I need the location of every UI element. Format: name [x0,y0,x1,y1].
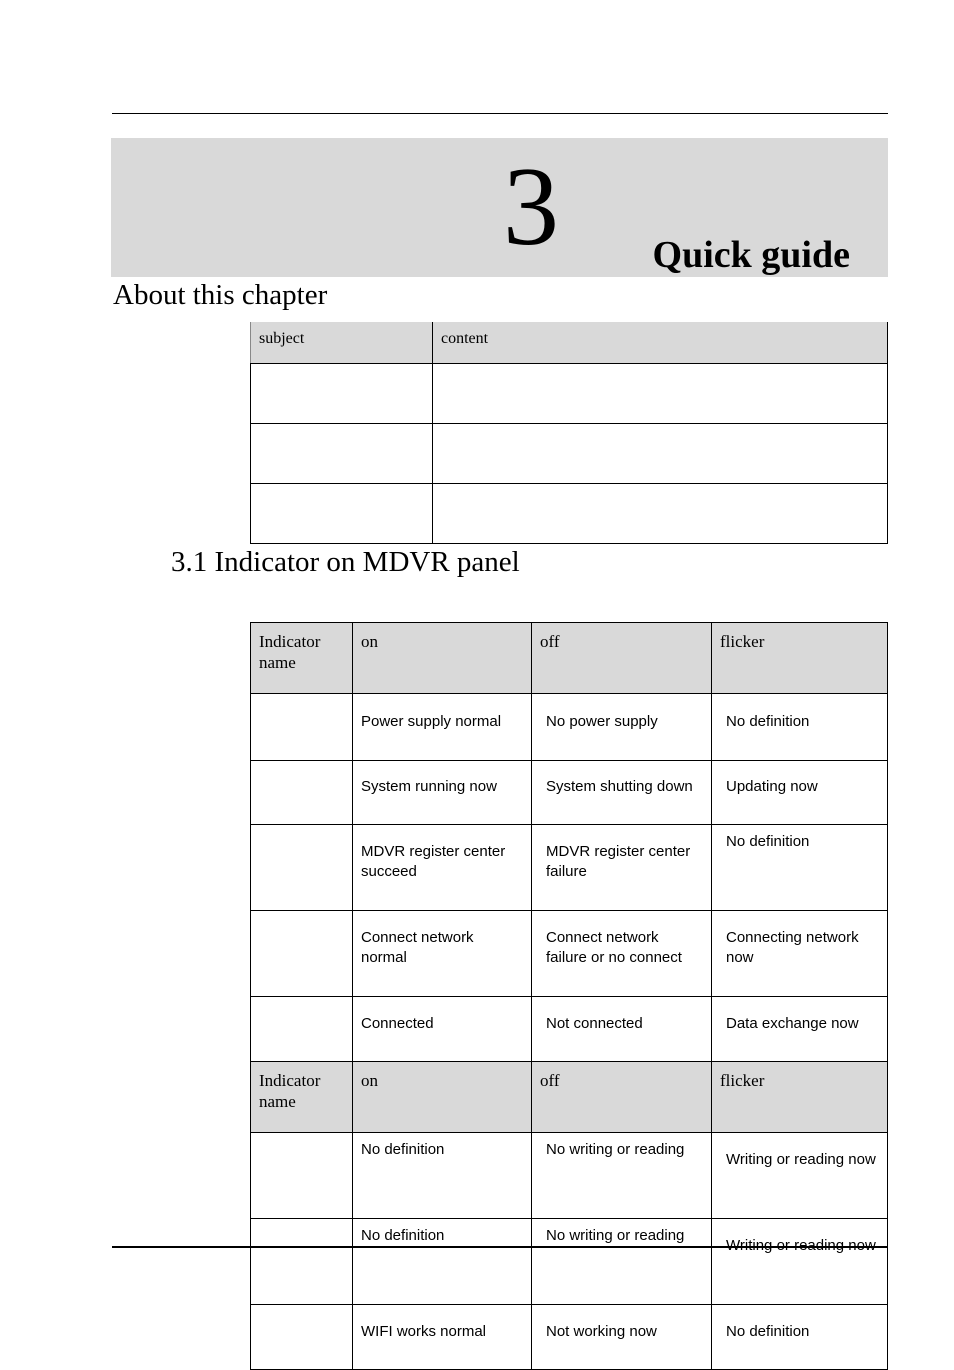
section-heading: 3.1 Indicator on MDVR panel [171,546,520,578]
table-cell: No definition [712,825,888,911]
about-heading: About this chapter [113,279,328,311]
indicator-table [250,622,888,1370]
header-rule [112,113,888,114]
table-row [251,1219,888,1305]
column-header: subject [251,322,433,364]
table-row [251,484,888,544]
table-cell: Writing or reading now [712,1133,888,1219]
table-cell: Data exchange now [712,997,888,1062]
column-header: content [433,322,888,364]
table-cell [251,761,353,825]
table-row [251,911,888,997]
footer-rule [112,1246,888,1248]
table-cell [712,1219,888,1305]
column-header: off [532,623,712,694]
table-cell [251,1305,353,1370]
table-cell: Connecting network now [712,911,888,997]
table-cell: Not connected [532,997,712,1062]
table-cell [251,1219,353,1305]
table-cell [251,484,433,544]
table-row [251,825,888,911]
table-cell: WIFI works normal [353,1305,532,1370]
table-row [251,997,888,1062]
table-cell: Not working now [532,1305,712,1370]
table-cell: Connect network normal [353,911,532,997]
table-cell: System running now [353,761,532,825]
table-cell [251,694,353,761]
table-row [251,761,888,825]
table-cell: MDVR register center failure [532,825,712,911]
table-cell: No definition [353,1219,532,1305]
table-row [251,364,888,424]
column-header: flicker [712,623,888,694]
table-cell: No writing or reading [532,1219,712,1305]
table-cell: MDVR register center succeed [353,825,532,911]
table-cell [251,997,353,1062]
table-cell [251,825,353,911]
table-cell: System shutting down [532,761,712,825]
about-table-header [251,322,888,364]
table-cell [251,911,353,997]
table-row [251,424,888,484]
table-cell: Connected [353,997,532,1062]
table-cell [251,1133,353,1219]
chapter-number: 3 [503,145,559,269]
table-cell: No definition [712,694,888,761]
column-header: on [353,1062,532,1133]
table-row [251,694,888,761]
table-cell [433,484,888,544]
table-cell: No writing or reading [532,1133,712,1219]
column-header: flicker [712,1062,888,1133]
column-header: on [353,623,532,694]
table-cell: No power supply [532,694,712,761]
column-header: off [532,1062,712,1133]
table-cell: Connect network failure or no connect [532,911,712,997]
table-cell: No definition [353,1133,532,1219]
table-row [251,1133,888,1219]
table-cell: No definition [712,1305,888,1370]
table-cell [251,424,433,484]
column-header: Indicator name [251,1062,353,1133]
table-cell: Power supply normal [353,694,532,761]
table-cell: Updating now [712,761,888,825]
chapter-title: Quick guide [652,234,850,276]
indicator-table-header [251,623,888,694]
table-cell [433,364,888,424]
indicator-table-header [251,1062,888,1133]
table-cell [433,424,888,484]
table-cell [251,364,433,424]
column-header: Indicator name [251,623,353,694]
table-row [251,1305,888,1370]
about-table [250,322,888,544]
